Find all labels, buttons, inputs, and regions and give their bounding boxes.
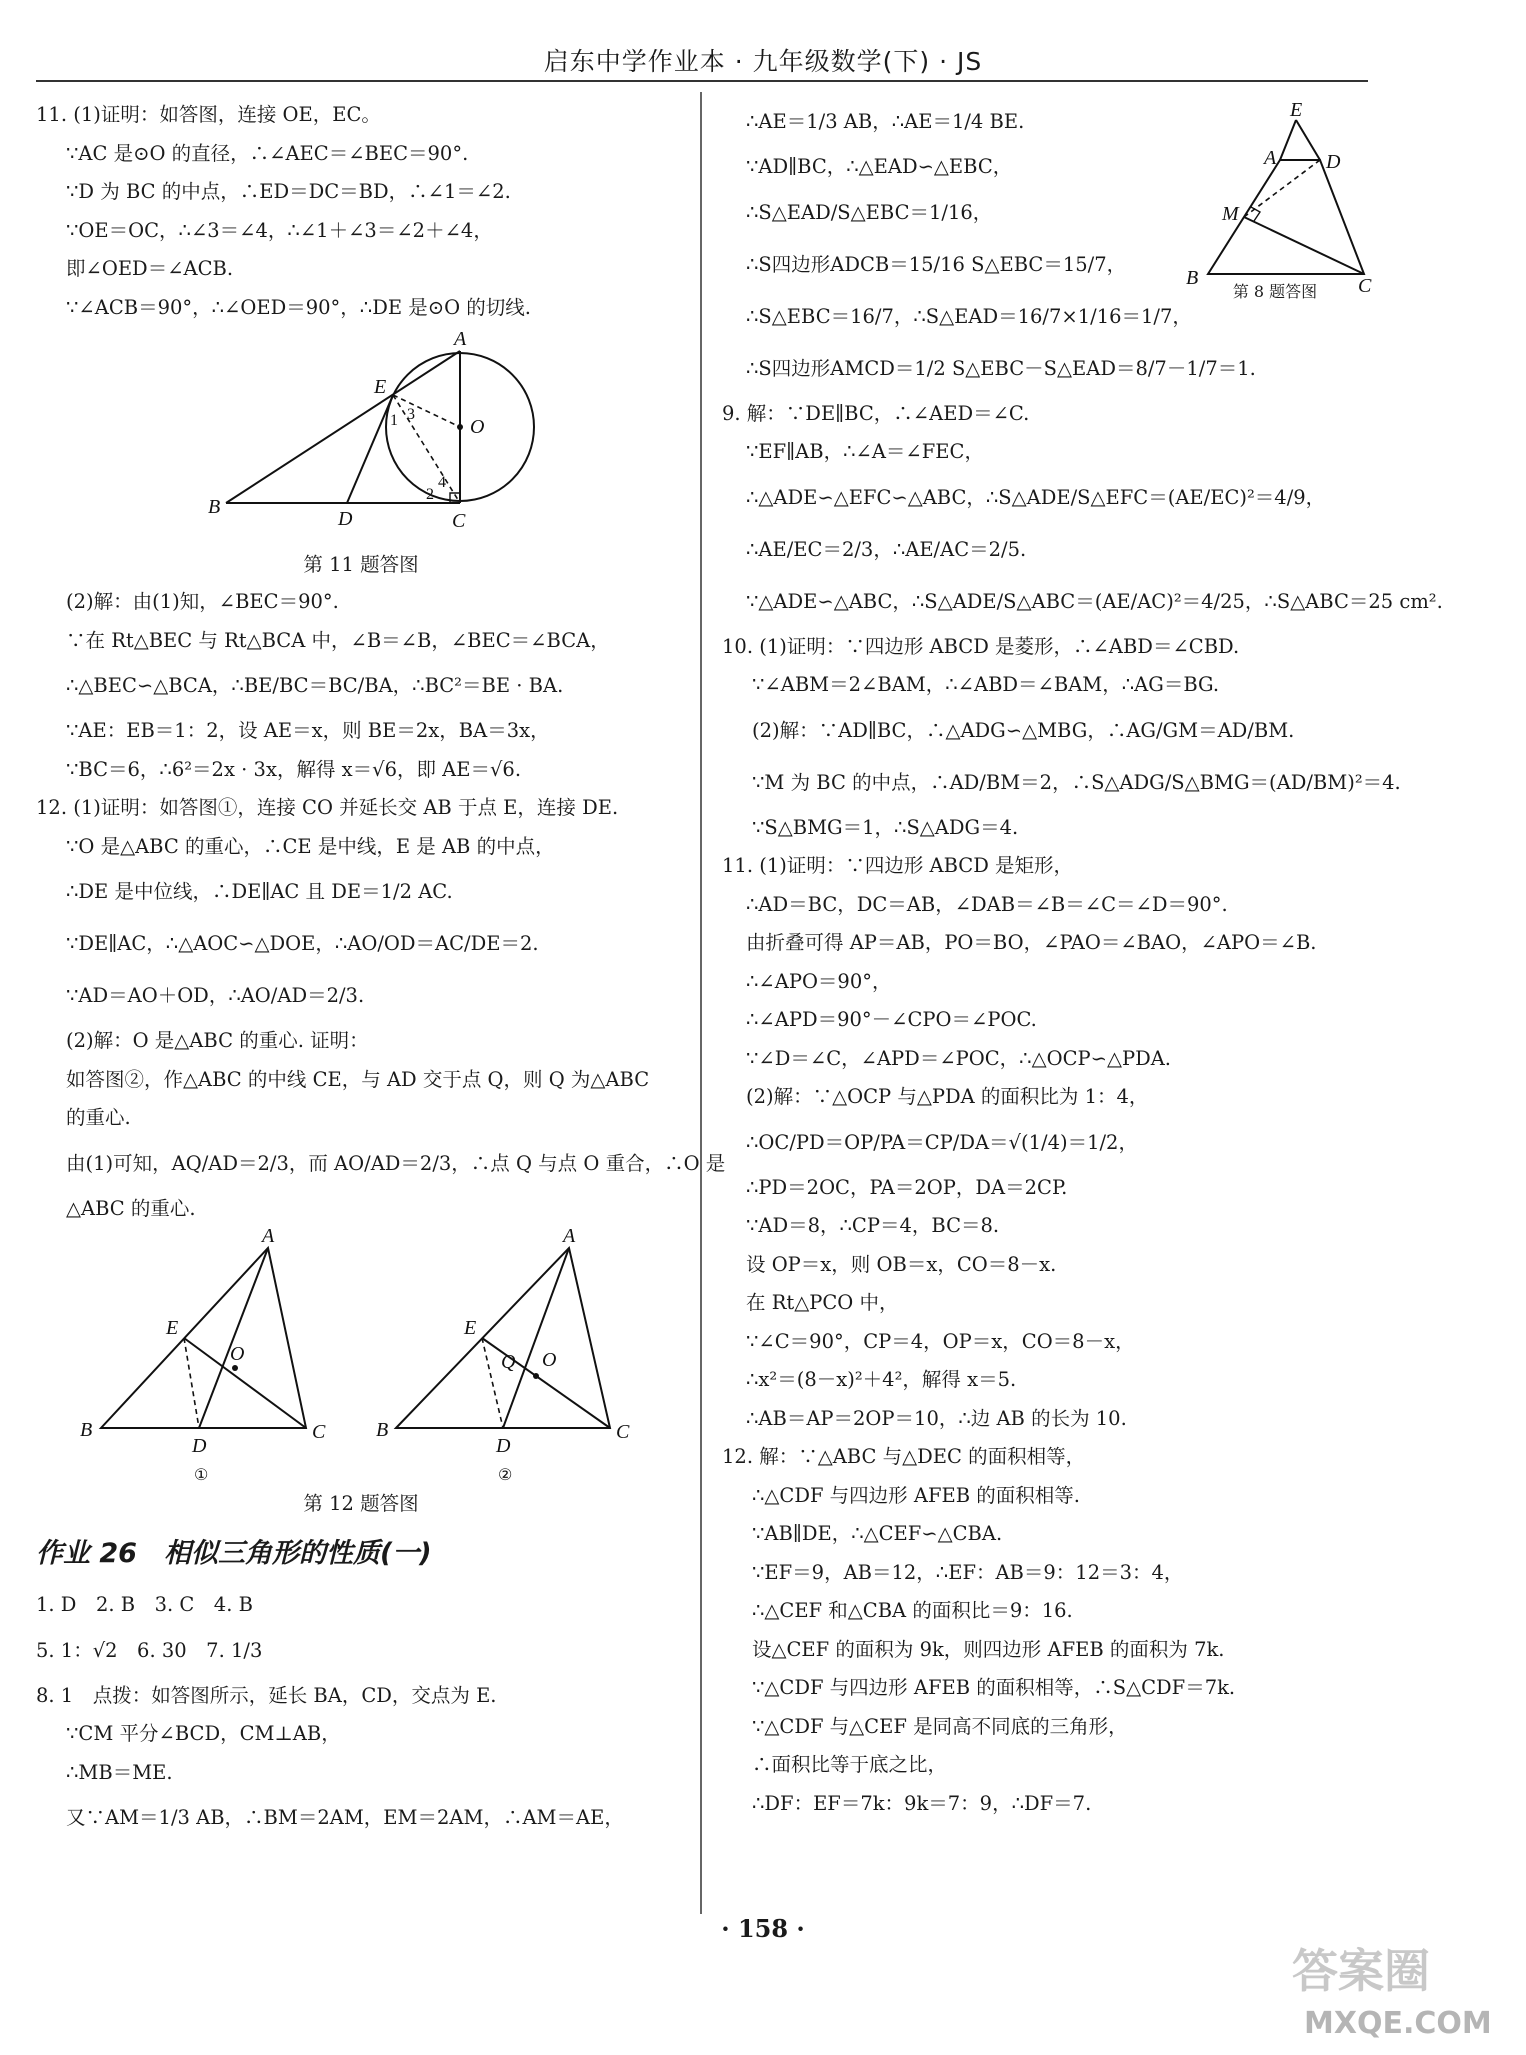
text-line: ∴AD＝BC，DC＝AB，∠DAB＝∠B＝∠C＝∠D＝90°. xyxy=(746,892,1228,916)
text-line: ∴AE＝1/3 AB，∴AE＝1/4 BE. xyxy=(746,110,1025,133)
text-line: 由折叠可得 AP＝AB，PO＝BO，∠PAO＝∠BAO，∠APO＝∠B. xyxy=(746,931,1317,954)
svg-text:4: 4 xyxy=(438,474,446,491)
svg-text:O: O xyxy=(230,1343,245,1365)
text-line: ∴PD＝2OC，PA＝2OP，DA＝2CP. xyxy=(746,1175,1068,1199)
svg-text:E: E xyxy=(166,1317,179,1339)
text-line: ∵△CDF 与△CEF 是同高不同底的三角形， xyxy=(752,1714,1128,1738)
text-line: ∴DE 是中位线，∴DE∥AC 且 DE＝1/2 AC. xyxy=(66,880,453,903)
text-line: ∴∠APD＝90°－∠CPO＝∠POC. xyxy=(746,1008,1037,1031)
text-line: ∵EF∥AB，∴∠A＝∠FEC， xyxy=(746,440,984,463)
svg-text:B: B xyxy=(80,1419,93,1441)
text-line: 11. (1)证明：如答图，连接 OE，EC。 xyxy=(36,103,381,126)
figure-caption: 第 8 题答图 xyxy=(1232,282,1318,301)
text-line: 1. D 2. B 3. C 4. B xyxy=(36,1593,253,1616)
text-line: (2)解：O 是△ABC 的重心. 证明： xyxy=(66,1029,369,1052)
svg-text:C: C xyxy=(1358,275,1372,297)
text-line: ∵△ADE∽△ABC，∴S△ADE/S△ABC＝(AE/AC)²＝4/25，∴S△ABC＝25 cm². xyxy=(746,589,1443,613)
svg-text:A: A xyxy=(262,1225,275,1247)
text-line: 如答图②，作△ABC 的中线 CE，与 AD 交于点 Q，则 Q 为△ABC xyxy=(66,1067,650,1091)
text-line: ∵∠D＝∠C，∠APD＝∠POC，∴△OCP∽△PDA. xyxy=(746,1046,1171,1070)
text-line: ∴DF：EF＝7k：9k＝7：9，∴DF＝7. xyxy=(752,1791,1092,1815)
text-line: ∴S△EAD/S△EBC＝1/16， xyxy=(746,200,993,224)
figure-11 xyxy=(36,327,686,547)
page-header-title: 启东中学作业本 · 九年级数学(下) · JS xyxy=(543,47,983,76)
text-line: ∵AD＝8，∴CP＝4，BC＝8. xyxy=(746,1214,1000,1237)
watermark-sub: MXQE.COM xyxy=(1304,2006,1492,2041)
right-column xyxy=(722,96,1443,1823)
text-line: ∴S△EBC＝16/7，∴S△EAD＝16/7×1/16＝1/7， xyxy=(746,304,1192,328)
text-line: ∵EF＝9，AB＝12，∴EF：AB＝9：12＝3：4， xyxy=(752,1560,1184,1584)
figure-caption: 第 12 题答图 xyxy=(303,1492,419,1515)
svg-text:B: B xyxy=(1186,267,1199,289)
text-line: 的重心. xyxy=(66,1106,131,1129)
figure-8 xyxy=(1180,99,1372,304)
text-line: (2)解：∵△OCP 与△PDA 的面积比为 1：4， xyxy=(746,1085,1149,1108)
figure-12-1 xyxy=(80,1225,326,1484)
text-line: ∵D 为 BC 的中点，∴ED＝DC＝BD，∴∠1＝∠2. xyxy=(66,180,511,203)
text-line: ∴OC/PD＝OP/PA＝CP/DA＝√(1/4)＝1/2， xyxy=(746,1130,1138,1154)
text-line: ∵∠ABM＝2∠BAM，∴∠ABD＝∠BAM，∴AG＝BG. xyxy=(752,673,1220,696)
figure-12 xyxy=(36,1225,686,1486)
point-o xyxy=(457,424,463,430)
text-line: ∵AD∥BC，∴△EAD∽△EBC， xyxy=(746,155,1013,178)
text-line: ∵AE：EB＝1：2，设 AE＝x，则 BE＝2x，BA＝3x， xyxy=(66,719,550,742)
text-line: 在 Rt△PCO 中， xyxy=(746,1291,899,1314)
svg-text:1: 1 xyxy=(390,412,398,429)
text-line: ∵AB∥DE，∴△CEF∽△CBA. xyxy=(752,1522,1003,1545)
text-line: ∵BC＝6，∴6²＝2x · 3x，解得 x＝√6，即 AE＝√6. xyxy=(66,757,522,781)
svg-text:E: E xyxy=(464,1317,477,1339)
svg-text:D: D xyxy=(192,1435,207,1457)
text-line: ∵在 Rt△BEC 与 Rt△BCA 中，∠B＝∠B，∠BEC＝∠BCA， xyxy=(66,628,610,652)
text-line: ∵M 为 BC 的中点，∴AD/BM＝2，∴S△ADG/S△BMG＝(AD/BM)²＝4. xyxy=(752,770,1401,794)
text-line: ∵CM 平分∠BCD，CM⊥AB， xyxy=(66,1722,341,1745)
text-line: ∴x²＝(8－x)²＋4²，解得 x＝5. xyxy=(746,1368,1017,1391)
text-line: ∵∠C＝90°，CP＝4，OP＝x，CO＝8－x， xyxy=(746,1329,1135,1353)
text-line: ∴MB＝ME. xyxy=(66,1760,173,1784)
page-number: · 158 · xyxy=(721,1914,805,1943)
svg-text:E: E xyxy=(1290,99,1303,121)
svg-text:Q: Q xyxy=(501,1351,516,1373)
text-line: ∵OE＝OC，∴∠3＝∠4，∴∠1＋∠3＝∠2＋∠4， xyxy=(66,218,493,242)
segment-ba xyxy=(226,351,460,503)
figure-12-2 xyxy=(376,1225,630,1484)
text-line: ∴S四边形ADCB＝15/16 S△EBC＝15/7， xyxy=(746,252,1127,276)
text-line: 9. 解：∵DE∥BC，∴∠AED＝∠C. xyxy=(722,401,1030,425)
text-line: 由(1)可知，AQ/AD＝2/3，而 AO/AD＝2/3，∴点 Q 与点 O 重合，∴O 是 xyxy=(66,1151,726,1175)
text-line: (2)解：∵AD∥BC，∴△ADG∽△MBG，∴AG/GM＝AD/BM. xyxy=(752,718,1295,742)
svg-text:C: C xyxy=(616,1421,630,1443)
text-line: ∴△CDF 与四边形 AFEB 的面积相等. xyxy=(752,1483,1080,1507)
svg-text:B: B xyxy=(208,496,221,518)
svg-text:D: D xyxy=(1326,151,1341,173)
text-line: ∴AB＝AP＝2OP＝10，∴边 AB 的长为 10. xyxy=(746,1406,1127,1430)
figure-sub-label: ① xyxy=(194,1467,209,1484)
text-line: ∴△BEC∽△BCA，∴BE/BC＝BC/BA，∴BC²＝BE · BA. xyxy=(66,674,564,697)
watermark-logo xyxy=(1284,1933,1514,2043)
svg-text:C: C xyxy=(452,510,466,532)
figure-sub-label: ② xyxy=(498,1467,513,1484)
text-line: 8. 1 点拨：如答图所示，延长 BA，CD，交点为 E. xyxy=(36,1683,497,1707)
svg-text:D: D xyxy=(496,1435,511,1457)
svg-text:C: C xyxy=(312,1421,326,1443)
text-line: ∴AE/EC＝2/3，∴AE/AC＝2/5. xyxy=(746,537,1027,561)
svg-text:2: 2 xyxy=(426,486,434,503)
text-line: 又∵AM＝1/3 AB，∴BM＝2AM，EM＝2AM，∴AM＝AE， xyxy=(66,1806,624,1829)
text-line: ∵S△BMG＝1，∴S△ADG＝4. xyxy=(752,815,1019,839)
text-line: ∵∠ACB＝90°，∴∠OED＝90°，∴DE 是⊙O 的切线. xyxy=(66,295,532,319)
text-line: 10. (1)证明：∵四边形 ABCD 是菱形，∴∠ABD＝∠CBD. xyxy=(722,634,1240,658)
text-line: ∵△CDF 与四边形 AFEB 的面积相等，∴S△CDF＝7k. xyxy=(752,1676,1236,1699)
svg-text:A: A xyxy=(1264,147,1277,169)
svg-text:O: O xyxy=(542,1349,557,1371)
figure-caption: 第 11 题答图 xyxy=(303,553,419,576)
text-line: ∵AC 是⊙O 的直径，∴∠AEC＝∠BEC＝90°. xyxy=(66,141,469,165)
column-divider xyxy=(700,92,702,1914)
text-line: 11. (1)证明：∵四边形 ABCD 是矩形， xyxy=(722,854,1074,877)
text-line: ∴∠APO＝90°， xyxy=(746,969,892,993)
svg-text:3: 3 xyxy=(407,406,415,423)
text-line: 5. 1：√2 6. 30 7. 1/3 xyxy=(36,1638,263,1662)
text-line: ∵AD＝AO＋OD，∴AO/AD＝2/3. xyxy=(66,984,365,1007)
text-line: ∴面积比等于底之比， xyxy=(752,1753,948,1776)
svg-text:B: B xyxy=(376,1419,389,1441)
text-line: 12. (1)证明：如答图①，连接 CO 并延长交 AB 于点 E，连接 DE. xyxy=(36,796,619,819)
header-rule xyxy=(36,80,1368,82)
text-line: 设△CEF 的面积为 9k，则四边形 AFEB 的面积为 7k. xyxy=(752,1637,1225,1661)
text-line: ∵DE∥AC，∴△AOC∽△DOE，∴AO/OD＝AC/DE＝2. xyxy=(66,932,539,955)
text-line: 即∠OED＝∠ACB. xyxy=(66,257,234,280)
segment-ed xyxy=(347,395,393,503)
left-column xyxy=(36,96,726,1844)
text-line: ∴△ADE∽△EFC∽△ABC，∴S△ADE/S△EFC＝(AE/EC)²＝4/9， xyxy=(746,485,1326,509)
svg-text:A: A xyxy=(563,1225,576,1247)
text-line: 设 OP＝x，则 OB＝x，CO＝8－x. xyxy=(746,1252,1057,1276)
svg-text:A: A xyxy=(454,328,467,350)
text-line: ∵O 是△ABC 的重心，∴CE 是中线，E 是 AB 的中点， xyxy=(66,834,555,858)
svg-text:O: O xyxy=(470,416,485,438)
svg-text:D: D xyxy=(338,508,353,530)
text-line: △ABC 的重心. xyxy=(66,1196,196,1220)
svg-text:E: E xyxy=(374,376,387,398)
text-line: ∴△CEF 和△CBA 的面积比＝9：16. xyxy=(752,1599,1073,1622)
text-line: ∴S四边形AMCD＝1/2 S△EBC－S△EAD＝8/7－1/7＝1. xyxy=(746,356,1256,380)
watermark-text: 答案圈 xyxy=(1292,1944,1430,1998)
text-line: (2)解：由(1)知，∠BEC＝90°. xyxy=(66,590,339,613)
section-title: 作业 26 相似三角形的性质(一) xyxy=(36,1538,432,1569)
text-line: 12. 解：∵△ABC 与△DEC 的面积相等， xyxy=(722,1445,1086,1468)
svg-text:M: M xyxy=(1222,203,1239,225)
